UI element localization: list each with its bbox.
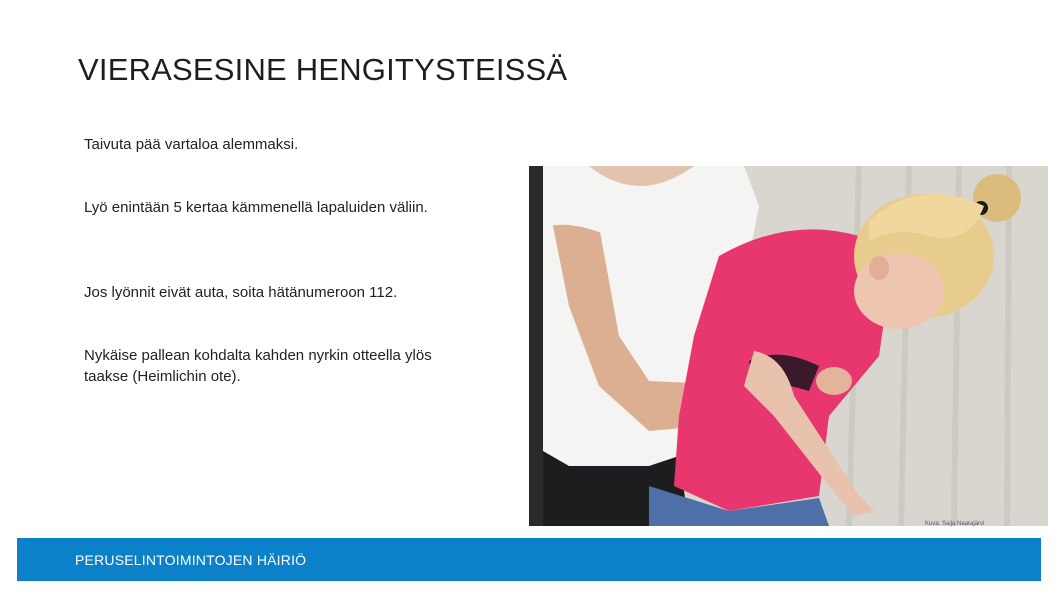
photo-credit: Kuva: Saija Naarajärvi	[925, 521, 985, 527]
footer-section-title: PERUSELINTOIMINTOJEN HÄIRIÖ	[75, 552, 307, 568]
first-aid-photo-illustration	[529, 166, 1048, 526]
first-aid-photo	[529, 166, 1048, 526]
bullet-heimlich: Nykäise pallean kohdalta kahden nyrkin otteella ylös taakse (Heimlichin ote).	[84, 347, 432, 385]
bullet-tilt-head: Taivuta pää vartaloa alemmaksi.	[84, 136, 299, 153]
bullet-call-emergency: Jos lyönnit eivät auta, soita hätänumeroon 112.	[84, 284, 398, 301]
bullet-back-blows: Lyö enintään 5 kertaa kämmenellä lapaluiden väliin.	[84, 199, 428, 216]
slide-title: VIERASESINE HENGITYSTEISSÄ	[78, 52, 568, 87]
